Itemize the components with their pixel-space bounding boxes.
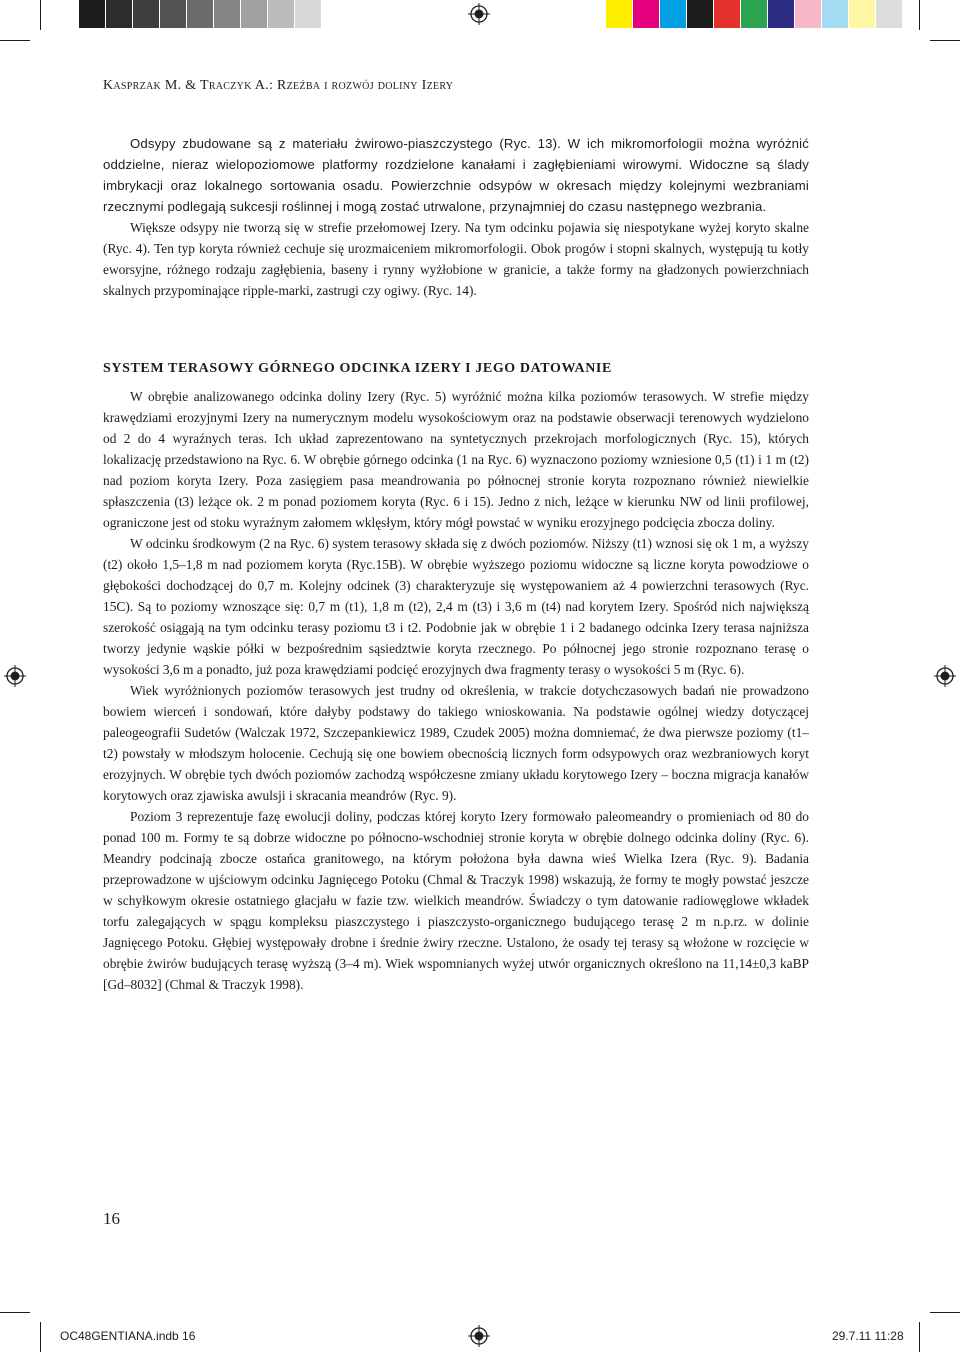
color-swatch <box>741 0 768 28</box>
crop-mark-bottom-left-vertical <box>40 1322 41 1352</box>
section-heading: SYSTEM TERASOWY GÓRNEGO ODCINKA IZERY I JEGO DATOWANIE <box>103 361 612 376</box>
color-swatch <box>633 0 660 28</box>
color-swatch <box>768 0 795 28</box>
registration-mark-right-icon <box>934 665 956 687</box>
registration-mark-bottom-icon <box>468 1325 490 1347</box>
color-swatch <box>795 0 822 28</box>
crop-mark-bottom-left <box>0 1312 30 1313</box>
gray-swatch <box>187 0 214 28</box>
color-swatch <box>714 0 741 28</box>
registration-mark-left-icon <box>4 665 26 687</box>
paragraph-koryto-skalne: Większe odsypy nie tworzą się w strefie przełomowej Izery. Na tym odcinku pojawia się niespotykane wyżej koryto skalne (Ryc. 4). Ten typ koryta również cechuje się urozmaiceniem mikromorfologii. Obok progów i stopni skalnych, występują tu kotły eworsyjne, różnego rodzaju zagłębienia, baseny i rynny wyżłobione w granicie, a także formy na gładzonych powierzchniach skalnych przypominające ripple-marki, zastrugi czy ogiwy. (Ryc. 14). <box>103 220 809 298</box>
paragraph-odsypy: Odsypy zbudowane są z materiału żwirowo-piaszczystego (Ryc. 13). W ich mikromorfologii można wyróżnić oddzielne, nieraz wielopoziomowe platformy rozdzielone kanałami i zagłębieniami wirowymi. Widoczne są ślady imbrykacji oraz lokalnego sortowania osadu. Powierzchnie odsypów w okresach między kolejnymi wezbraniami rzecznymi podlegają sukcesji roślinnej i mogą zostać utrwalone, przynajmniej do czasu następnego wezbrania. <box>103 136 809 214</box>
color-swatch <box>687 0 714 28</box>
gray-swatch <box>295 0 322 28</box>
gray-swatch <box>133 0 160 28</box>
color-swatch <box>822 0 849 28</box>
crop-mark-bottom-right <box>930 1312 960 1313</box>
crop-mark-bottom-right-vertical <box>919 1322 920 1352</box>
slug-file-name: OC48GENTIANA.indb 16 <box>60 1329 196 1343</box>
gray-swatch <box>52 0 79 28</box>
section-2-body <box>103 358 809 995</box>
slug-date-time: 29.7.11 11:28 <box>832 1329 904 1343</box>
gray-swatch <box>241 0 268 28</box>
color-swatch <box>876 0 903 28</box>
registration-mark-top-icon <box>468 3 490 25</box>
paragraph-terasy-uklad: W obrębie analizowanego odcinka doliny Izery (Ryc. 5) wyróżnić można kilka poziomów terasowych. W strefie między krawędziami erozyjnymi Izery na numerycznym modelu wysokościowym oraz na podstawie obserwacji terenowych wydzielono od 2 do 4 wyraźnych teras. Ich układ zaprezentowano na syntetycznych przekrojach morfologicznych (Ryc. 15), których lokalizację przedstawiono na Ryc. 6. W obrębie górnego odcinka (1 na Ryc. 6) wyznaczono poziomy wzniesione 0,5 (t1) i 1 m (t2) nad poziom koryta Izery. Poza zasięgiem pasa meandrowania po północnej stronie koryta rozpoznano również niewielkie spłaszczenia (t3) leżące ok. 2 m ponad poziomem koryta (Ryc. 6 i 15). Jedno z nich, leżące w kierunku NW od linii profilowej, ograniczone jest od stoku wyraźnym załomem wklęsłym, który mógł powstać w wyniku erozyjnego podcięcia zbocza doliny. <box>103 389 809 530</box>
section-1-body <box>103 133 809 301</box>
running-head: Kasprzak M. & Traczyk A.: Rzeźba i rozwój doliny Izery <box>103 78 454 93</box>
gray-swatch <box>79 0 106 28</box>
print-color-bar-left <box>52 0 322 28</box>
page-number: 16 <box>103 1209 120 1228</box>
gray-swatch <box>106 0 133 28</box>
crop-mark-top-left-vertical <box>40 0 41 30</box>
color-swatch <box>660 0 687 28</box>
gray-swatch <box>214 0 241 28</box>
gray-swatch <box>160 0 187 28</box>
paragraph-odcinek-srodkowy: W odcinku środkowym (2 na Ryc. 6) system terasowy składa się z dwóch poziomów. Niższy (t1) wznosi się ok 1 m, a wyższy (t2) około 1,5–1,8 m nad poziomem koryta (Ryc.15B). W obrębie wyższego poziomu widoczne są liczne koryta powodziowe o głębokości dochodzącej do 0,7 m. Kolejny odcinek (3) charakteryzuje się występowaniem aż 4 powierzchni terasowych (Ryc. 15C). Są to poziomy wznoszące się: 0,7 m (t1), 1,8 m (t2), 2,4 m (t3) i 3,6 m (t4) nad korytem Izery. Spośród nich największą szerokość osiągają na tym odcinku terasy poziomu t3 i t2. Podobnie jak w obrębie 1 i 2 badanego odcinka Izery terasa najniższa tworzy jedynie wąskie półki w bezpośrednim sąsiedztwie koryta rzecznego. Po północnej jego stronie rozpoznano terasę o wysokości 3,6 m a ponadto, już poza krawędziami podcięć erozyjnych dwa fragmenty terasy o wysokości 5 m (Ryc. 6). <box>103 536 809 677</box>
color-swatch <box>849 0 876 28</box>
color-swatch <box>606 0 633 28</box>
print-color-bar-right <box>606 0 930 28</box>
crop-mark-top-right-vertical <box>919 0 920 30</box>
paragraph-poziom-3: Poziom 3 reprezentuje fazę ewolucji doliny, podczas której koryto Izery formowało paleomeandry o promieniach od 80 do ponad 100 m. Formy te są dobrze widoczne po północno-wschodniej stronie koryta w obrębie dolnego odcinka doliny (Ryc. 6). Meandry podcinają zbocze ostańca granitowego, na którym położona była dawna wieś Wielka Izera (Ryc. 9). Badania przeprowadzone w ujściowym odcinku Jagnięcego Potoku (Chmal & Traczyk 1998) wskazują, że formy te mogły powstać jeszcze w schyłkowym okresie ostatniego glacjału w fazie tzw. wielkich meandrów. Świadczy o tym datowanie radiowęglowe wkładek torfu zalegających w spągu kompleksu piaszczystego i piaszczysto-organicznego budującego terasę 2 m n.p.rz. w dolinie Jagnięcego Potoku. Głębiej występowały drobne i średnie żwiry rzeczne. Ustalono, że osady tej terasy są włożone w rozcięcie w obrębie żwirów budujących terasę wyższą (3–4 m). Wiek wspomnianych wyżej utwór organicznych określono na 11,14±0,3 kaBP [Gd–8032] (Chmal & Traczyk 1998). <box>103 809 809 992</box>
gray-swatch <box>268 0 295 28</box>
crop-mark-top-right <box>930 40 960 41</box>
paragraph-wiek-poziomow: Wiek wyróżnionych poziomów terasowych jest trudny od określenia, w trakcie dotychczasowych badań nie prowadzono bowiem wierceń i sondowań, które dałyby podstawy do takiego wnioskowania. Na podstawie ogólnej wiedzy dotyczącej paleogeografii Sudetów (Walczak 1972, Szczepankiewicz 1989, Czudek 2005) można domniemać, że dwa pierwsze poziomy (t1–t2) powstały w młodszym holocenie. Cechują się one bowiem obecnością licznych form odsypowych oraz wezbraniowych koryt erozyjnych. W obrębie tych dwóch poziomów zachodzą współczesne zmiany układu korytowego Izery – boczna migracja kanałów korytowych oraz zjawiska awulsji i skracania meandrów (Ryc. 9). <box>103 683 809 803</box>
color-swatch <box>903 0 930 28</box>
crop-mark-top-left <box>0 40 30 41</box>
